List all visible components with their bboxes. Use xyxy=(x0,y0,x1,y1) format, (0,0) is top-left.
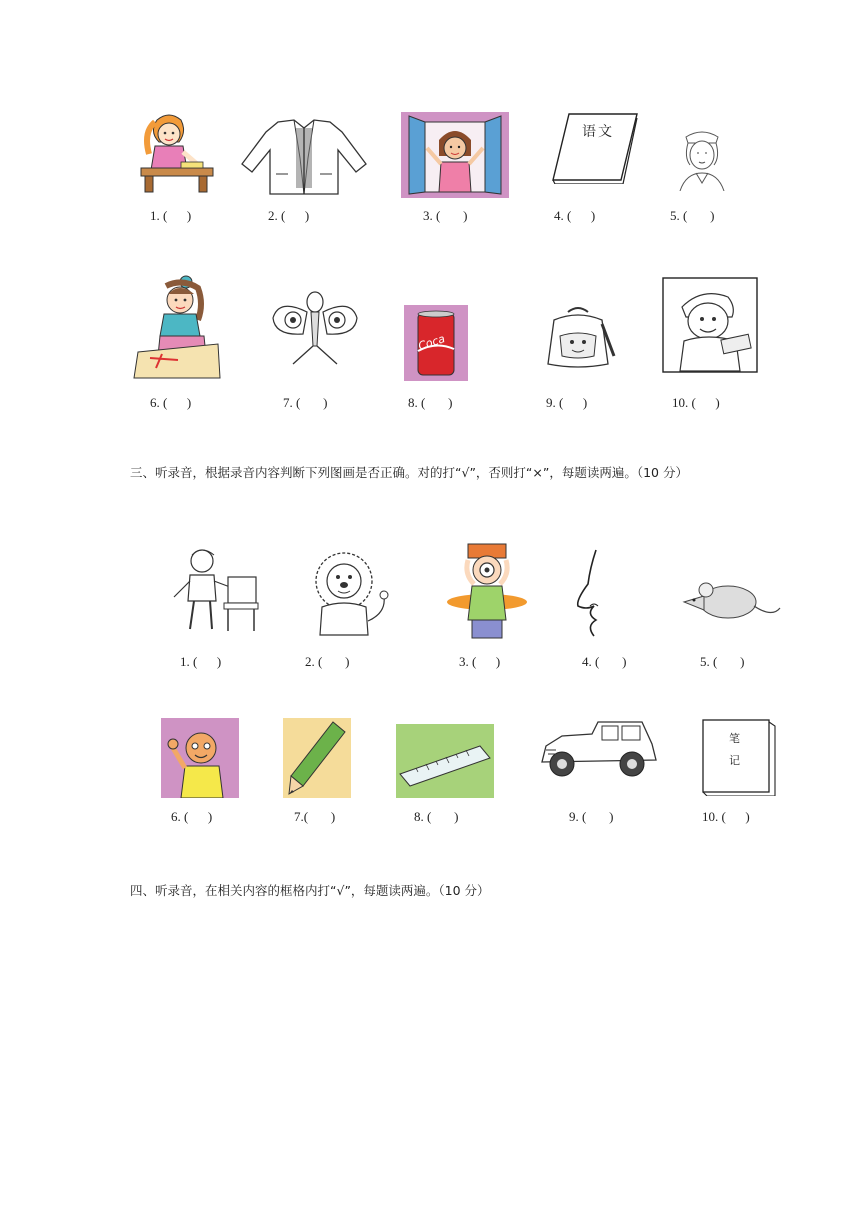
row1-label-2: 2. ( ) xyxy=(268,208,310,223)
row3-label-1: 1. ( ) xyxy=(180,654,222,669)
row4-label-7: 7.( ) xyxy=(294,809,336,824)
row2-label-10: 10. ( ) xyxy=(672,395,720,410)
row2-label-9: 9. ( ) xyxy=(546,395,588,410)
row2-label-7: 7. ( ) xyxy=(283,395,328,410)
nose-picture xyxy=(572,548,608,638)
jacket-picture xyxy=(238,118,370,198)
boy-hat-picture xyxy=(444,540,530,640)
notebook-cover-char-1: 笔 xyxy=(729,732,740,745)
boy-waving-picture xyxy=(161,718,239,798)
row4-label-10: 10. ( ) xyxy=(702,809,750,824)
row2-label-6: 6. ( ) xyxy=(150,395,192,410)
row1-label-4: 4. ( ) xyxy=(554,208,596,223)
row3-label-2: 2. ( ) xyxy=(305,654,350,669)
girl-at-window-picture xyxy=(401,112,509,198)
boy-drawing-picture xyxy=(662,277,758,373)
section4-instruction: 四、听录音，在相关内容的框格内打“√”，每题读两遍。（10 分） xyxy=(130,883,490,898)
book-cover-text: 语文 xyxy=(582,124,614,140)
nurse-picture xyxy=(676,127,728,191)
jeep-picture xyxy=(532,716,660,782)
row1-label-1: 1. ( ) xyxy=(150,208,192,223)
row4-label-6: 6. ( ) xyxy=(171,809,213,824)
school-bag-picture xyxy=(540,306,616,370)
lion-picture xyxy=(306,551,390,639)
row3-label-3: 3. ( ) xyxy=(459,654,501,669)
boy-chair-picture xyxy=(170,547,262,635)
pencil-picture xyxy=(283,718,351,798)
row1-label-5: 5. ( ) xyxy=(670,208,715,223)
kite-picture xyxy=(271,290,359,366)
row2-label-8: 8. ( ) xyxy=(408,395,453,410)
can-logo-text: Coca xyxy=(416,332,447,353)
row4-label-9: 9. ( ) xyxy=(569,809,614,824)
mouse-picture xyxy=(682,578,782,628)
ruler-picture xyxy=(396,724,494,798)
section3-instruction: 三、听录音，根据录音内容判断下列图画是否正确。对的打“√”，否则打“×”，每题读两遍。（10 分） xyxy=(130,465,688,480)
row1-label-3: 3. ( ) xyxy=(423,208,468,223)
row4-label-8: 8. ( ) xyxy=(414,809,459,824)
girl-cutting-picture xyxy=(132,274,222,380)
row3-label-5: 5. ( ) xyxy=(700,654,745,669)
girl-writing-picture xyxy=(135,112,215,194)
notebook-cover-char-2: 记 xyxy=(729,754,740,767)
row3-label-4: 4. ( ) xyxy=(582,654,627,669)
